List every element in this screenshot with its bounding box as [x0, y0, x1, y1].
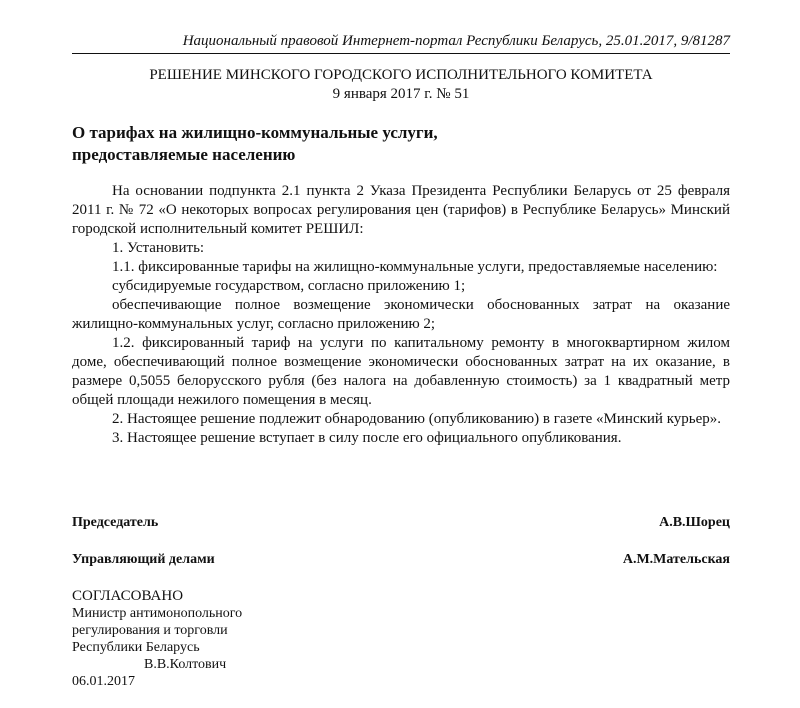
title-line-1: О тарифах на жилищно-коммунальные услуги, — [72, 123, 438, 142]
document-date-number: 9 января 2017 г. № 51 — [332, 86, 470, 102]
paragraph-item-1-1: 1.1. фиксированные тарифы на жилищно-коммунальные услуги, предоставляемые населению: — [112, 259, 718, 275]
approval-line-2: регулирования и торговли — [72, 623, 228, 638]
signature-chairman — [72, 514, 730, 532]
signature-position: Управляющий делами — [72, 552, 215, 567]
approval-line-3: Республики Беларусь — [72, 640, 200, 655]
approval-signer: В.В.Колтович — [144, 657, 227, 672]
paragraph-item-2: 2. Настоящее решение подлежит обнародованию (опубликованию) в газете «Минский курьер». — [112, 411, 722, 427]
paragraph-item-1: 1. Установить: — [112, 240, 205, 256]
document-body — [72, 182, 730, 448]
document-type: РЕШЕНИЕ МИНСКОГО ГОРОДСКОГО ИСПОЛНИТЕЛЬНОГО КОМИТЕТА — [149, 67, 653, 83]
title-line-2: предоставляемые населению — [72, 145, 296, 164]
signature-position: Председатель — [72, 515, 159, 530]
signature-manager — [72, 551, 730, 569]
approval-block — [72, 587, 472, 690]
approval-title: СОГЛАСОВАНО — [72, 588, 184, 604]
signature-name: А.М.Мательская — [622, 552, 730, 567]
publication-source: Национальный правовой Интернет-портал Республики Беларусь, 25.01.2017, 9/81287 — [72, 32, 730, 54]
paragraph-subsidized: субсидируемые государством, согласно приложению 1; — [112, 278, 466, 294]
document-heading — [72, 66, 730, 104]
paragraph-item-1-2: 1.2. фиксированный тариф на услуги по капитальному ремонту в многоквартирном жилом доме, обеспечивающий полное возмещение экономически обоснованных затрат на их оказание, в размере 0,5055 белорусского рубля (без налога на добавленную стоимость) за 1 квадратный метр общей площади нежилого помещения в месяц. — [72, 335, 730, 408]
paragraph-item-3: 3. Настоящее решение вступает в силу после его официального опубликования. — [112, 430, 622, 446]
approval-date: 06.01.2017 — [72, 674, 135, 689]
signature-name: А.В.Шорец — [659, 515, 730, 530]
approval-line-1: Министр антимонопольного — [72, 606, 243, 621]
document-title — [72, 122, 730, 166]
paragraph-full-cost: обеспечивающие полное возмещение экономически обоснованных затрат на оказание жилищно-коммунальных услуг, согласно приложению 2; — [72, 297, 730, 332]
paragraph-preamble: На основании подпункта 2.1 пункта 2 Указа Президента Республики Беларусь от 25 февраля 2011 г. № 72 «О некоторых вопросах регулирования цен (тарифов) в Республике Беларусь» Минский городской исполнительный комитет РЕШИЛ: — [72, 183, 730, 237]
